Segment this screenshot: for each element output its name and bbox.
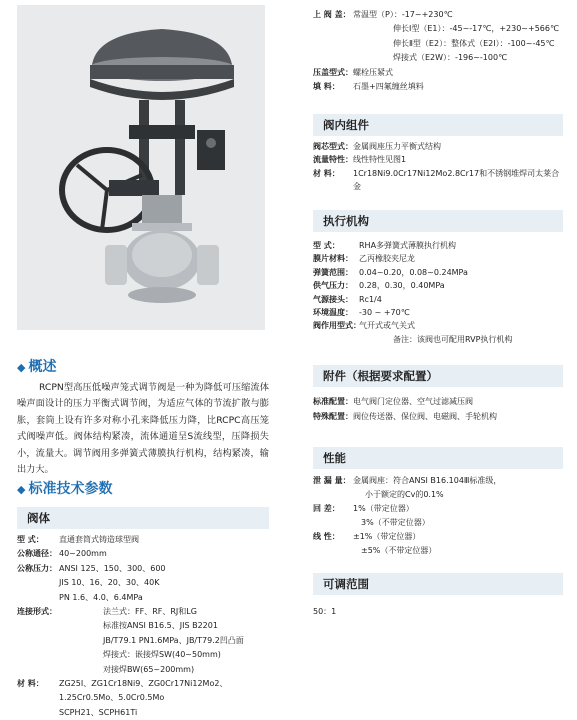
spec-title: ◆ 标准技术参数 — [17, 481, 113, 497]
spec-row — [313, 239, 512, 252]
spec-value: 伸长Ⅱ型（E2）：整体式（E2I）：-100~-45℃ — [393, 38, 555, 48]
spec-value: 法兰式：FF、RF、RJ和LG — [103, 607, 197, 617]
spec-key: 特殊配置： — [313, 412, 353, 421]
spec-value: 常温型（P）：-17~+230℃ — [353, 10, 453, 19]
spec-row — [313, 293, 512, 306]
bonnet-spec-list — [313, 8, 559, 94]
spec-key — [17, 619, 59, 633]
spec-row — [17, 663, 244, 677]
spec-value: 3%（不带定位器） — [361, 518, 430, 527]
spec-value: 小于额定的Cv的0.1% — [365, 490, 444, 499]
spec-key: 阀芯型式： — [313, 142, 353, 151]
spec-key: 气源接头： — [313, 294, 353, 304]
spec-row — [313, 319, 512, 332]
spec-row — [17, 591, 244, 605]
spec-row — [17, 533, 244, 547]
section-band-performance: 性能 — [313, 447, 563, 469]
spec-value: 备注：该阀也可配用RVP执行机构 — [393, 334, 513, 344]
spec-row — [313, 51, 559, 65]
spec-key: 膜片材料： — [313, 254, 353, 264]
spec-key: 连接形式： — [17, 607, 57, 617]
spec-row — [17, 648, 244, 662]
spec-value: 40~200mm — [59, 549, 107, 559]
spec-value: 1%（带定位器） — [353, 504, 414, 513]
overview-title: ◆ 概述 — [17, 359, 57, 375]
spec-row — [17, 576, 244, 590]
spec-row — [17, 691, 244, 705]
spec-key: 材 料： — [17, 679, 44, 689]
spec-key — [17, 648, 59, 662]
spec-value: JIS 10、16、20、30、40K — [59, 578, 160, 588]
spec-value: JB/T79.1 PN1.6MPa、JB/T79.2凹凸面 — [103, 635, 244, 645]
diamond-icon: ◆ — [17, 483, 26, 496]
spec-key — [17, 663, 59, 677]
spec-value: 焊接式：嵌接焊SW(40~50mm) — [103, 650, 221, 660]
spec-value: 金属阀座压力平衡式结构 — [353, 142, 441, 151]
spec-row — [313, 306, 512, 319]
spec-row — [313, 409, 497, 424]
spec-row — [17, 547, 244, 561]
spec-value: ±5%（不带定位器） — [361, 546, 437, 555]
spec-value: 螺栓压紧式 — [353, 67, 393, 77]
body-spec-list — [17, 533, 244, 720]
spec-row — [313, 22, 559, 36]
spec-row — [17, 619, 244, 633]
spec-row — [17, 634, 244, 648]
spec-key: 供气压力： — [313, 281, 353, 291]
spec-value: SCPH21、SCPH61Ti — [59, 707, 138, 717]
spec-row — [17, 605, 244, 619]
spec-value: 1Cr18Ni9.0Cr17Ni12Mo2.8Cr17和不锈钢堆焊司太莱合 — [353, 168, 560, 178]
spec-row — [313, 140, 559, 153]
spec-key: 弹簧范围： — [313, 267, 353, 277]
spec-value: RHA多弹簧式薄膜执行机构 — [359, 241, 457, 250]
spec-value: 线性特性见图1 — [353, 155, 407, 165]
spec-key — [17, 591, 59, 605]
spec-value: 伸长Ⅰ型（E1）：-45~-17℃，+230~+566℃ — [393, 24, 559, 34]
spec-row — [313, 516, 501, 530]
spec-key — [313, 516, 353, 530]
spec-row — [313, 153, 559, 166]
spec-key: 型 式： — [17, 535, 44, 544]
spec-row — [313, 37, 559, 51]
spec-key: 型 式： — [313, 241, 340, 250]
spec-value: 阀位传送器、保位阀、电磁阀、手轮机构 — [353, 412, 497, 421]
spec-key: 公称压力： — [17, 563, 57, 573]
spec-value: 金属阀座：符合ANSI B16.104Ⅲ标准级， — [353, 476, 502, 485]
spec-key — [313, 544, 353, 558]
spec-key: 泄 漏 量： — [313, 476, 351, 485]
accessories-spec-list — [313, 394, 497, 424]
spec-key: 流量特性： — [313, 155, 353, 165]
spec-key: 回 差： — [313, 504, 340, 513]
performance-spec-list — [313, 474, 501, 558]
spec-key — [17, 706, 59, 720]
trim-spec-list — [313, 140, 559, 194]
spec-value: 0.28，0.30，0.40MPa — [359, 281, 445, 291]
spec-key: 填 料： — [313, 82, 340, 92]
spec-key — [17, 634, 59, 648]
spec-key — [313, 51, 353, 65]
spec-key: 环境温度： — [313, 308, 353, 318]
spec-value: 气开式或气关式 — [359, 321, 415, 331]
spec-value: 乙丙橡胶夹尼龙 — [359, 254, 415, 264]
spec-row — [17, 706, 244, 720]
spec-row — [313, 502, 501, 516]
spec-value: ANSI 125、150、300、600 — [59, 563, 166, 573]
spec-row — [313, 488, 501, 502]
spec-value: 标准按ANSI B16.5、JIS B2201 — [103, 621, 218, 631]
spec-key: 压盖型式： — [313, 67, 353, 77]
spec-value: -30 ~ +70℃ — [359, 308, 410, 318]
spec-key — [313, 488, 353, 502]
section-band-body: 阀体 — [17, 507, 269, 529]
spec-key: 材 料： — [313, 168, 340, 178]
spec-row — [313, 66, 559, 80]
spec-value: Rc1/4 — [359, 294, 382, 304]
spec-key — [313, 180, 353, 193]
spec-value: 金 — [353, 182, 361, 192]
spec-row — [313, 8, 559, 22]
overview-text: RCPN型高压低噪声笼式调节阀是一种为降低可压缩流体噪声面设计的压力平衡式调节阀，为适应气体的节流扩散与膨胀，套筒上设有许多对称小孔来降低压力降，比RCPC高压笼式阀噪声低。阀体结构紧凑，流体通道呈S流线型，压降损失小，流量大。调节阀用多弹簧式薄膜执行机构，结构紧凑，输出力大。 — [17, 382, 269, 476]
spec-row — [313, 544, 501, 558]
spec-key: 公称通径： — [17, 549, 57, 559]
spec-key — [17, 576, 59, 590]
spec-row — [313, 394, 497, 409]
spec-row — [313, 180, 559, 193]
spec-row — [313, 266, 512, 279]
spec-row — [17, 562, 244, 576]
spec-value: 对接焊BW(65~200mm) — [103, 664, 195, 674]
spec-key — [313, 333, 359, 346]
diamond-icon: ◆ — [17, 361, 26, 374]
spec-key — [313, 22, 353, 36]
spec-row — [313, 252, 512, 265]
section-band-accessories: 附件（根据要求配置） — [313, 365, 563, 387]
spec-row — [313, 80, 559, 94]
spec-value: 石墨+四氟缠丝填料 — [353, 82, 424, 92]
spec-key: 上 阀 盖： — [313, 10, 351, 19]
spec-value: 1.25Cr0.5Mo、5.0Cr0.5Mo — [59, 693, 165, 703]
spec-row — [313, 530, 501, 544]
spec-key — [17, 691, 59, 705]
spec-row — [313, 279, 512, 292]
control-valve-illustration — [17, 5, 265, 330]
spec-value: 直通套筒式铸造球型阀 — [59, 535, 139, 544]
spec-row — [313, 167, 559, 180]
actuator-spec-list — [313, 239, 512, 346]
spec-value: 电气阀门定位器、空气过滤减压阀 — [353, 397, 473, 406]
spec-value: 0.04~0.20，0.08~0.24MPa — [359, 267, 468, 277]
spec-row — [17, 677, 244, 691]
section-band-trim: 阀内组件 — [313, 114, 563, 136]
range-value: 50：1 — [313, 607, 337, 616]
section-band-actuator: 执行机构 — [313, 210, 563, 232]
spec-value: 焊接式（E2W）：-196~-100℃ — [393, 53, 508, 63]
spec-key: 标准配置： — [313, 397, 353, 406]
spec-value: ±1%（带定位器） — [353, 532, 421, 541]
spec-value: ZG25I、ZG1Cr18Ni9、ZG0Cr17Ni12Mo2、 — [59, 679, 228, 689]
spec-row — [313, 333, 512, 346]
section-band-range: 可调范围 — [313, 573, 563, 595]
spec-row — [313, 474, 501, 488]
valve-photo — [17, 5, 265, 330]
spec-key — [313, 37, 353, 51]
spec-value: PN 1.6、4.0、6.4MPa — [59, 592, 143, 602]
spec-key: 阀作用型式： — [313, 321, 361, 331]
spec-key: 线 性： — [313, 532, 340, 541]
